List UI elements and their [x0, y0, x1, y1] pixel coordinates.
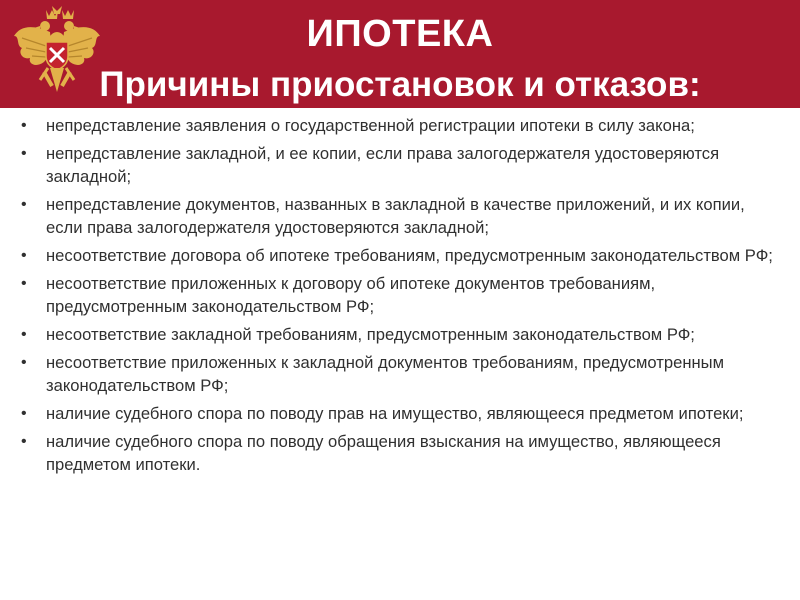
list-item [0, 142, 800, 188]
list-item [0, 351, 800, 397]
list-item-text: несоответствие договора об ипотеке требованиям, предусмотренным законодательством РФ; [46, 246, 773, 265]
list-item [0, 114, 800, 137]
list-item-text: непредставление заявления о государственной регистрации ипотеки в силу закона; [46, 116, 695, 135]
bullet: • [21, 196, 27, 213]
bullet: • [21, 433, 27, 450]
bullet: • [21, 405, 27, 422]
list-item-text: несоответствие приложенных к закладной документов требованиям, предусмотренным законодательством РФ; [46, 353, 725, 395]
list-item-text: непредставление документов, названных в закладной в качестве приложений, и их копии, если права залогодержателя удостоверяются закладной; [46, 195, 745, 237]
list-item [0, 272, 800, 318]
bullet: • [21, 326, 27, 343]
bullet: • [21, 247, 27, 264]
list-item-text: несоответствие приложенных к договору об ипотеке документов требованиям, предусмотренным законодательством РФ; [46, 274, 656, 316]
list-item-text: наличие судебного спора по поводу обращения взыскания на имущество, являющееся предметом ипотеки. [46, 432, 721, 474]
list-item-text: несоответствие закладной требованиям, предусмотренным законодательством РФ; [46, 325, 695, 344]
list-item [0, 193, 800, 239]
bullet: • [21, 117, 27, 134]
reasons-list [0, 114, 800, 481]
list-item [0, 430, 800, 476]
list-item [0, 402, 800, 425]
list-item-text: непредставление закладной, и ее копии, если права залогодержателя удостоверяются закладной; [46, 144, 720, 186]
bullet: • [21, 275, 27, 292]
list-item [0, 323, 800, 346]
list-item-text: наличие судебного спора по поводу прав на имущество, являющееся предметом ипотеки; [46, 404, 744, 423]
bullet: • [21, 354, 27, 371]
page-title: ИПОТЕКА [306, 13, 494, 55]
page-subtitle: Причины приостановок и отказов: [99, 65, 701, 104]
bullet: • [21, 145, 27, 162]
list-item [0, 244, 800, 267]
header-band [0, 0, 800, 108]
